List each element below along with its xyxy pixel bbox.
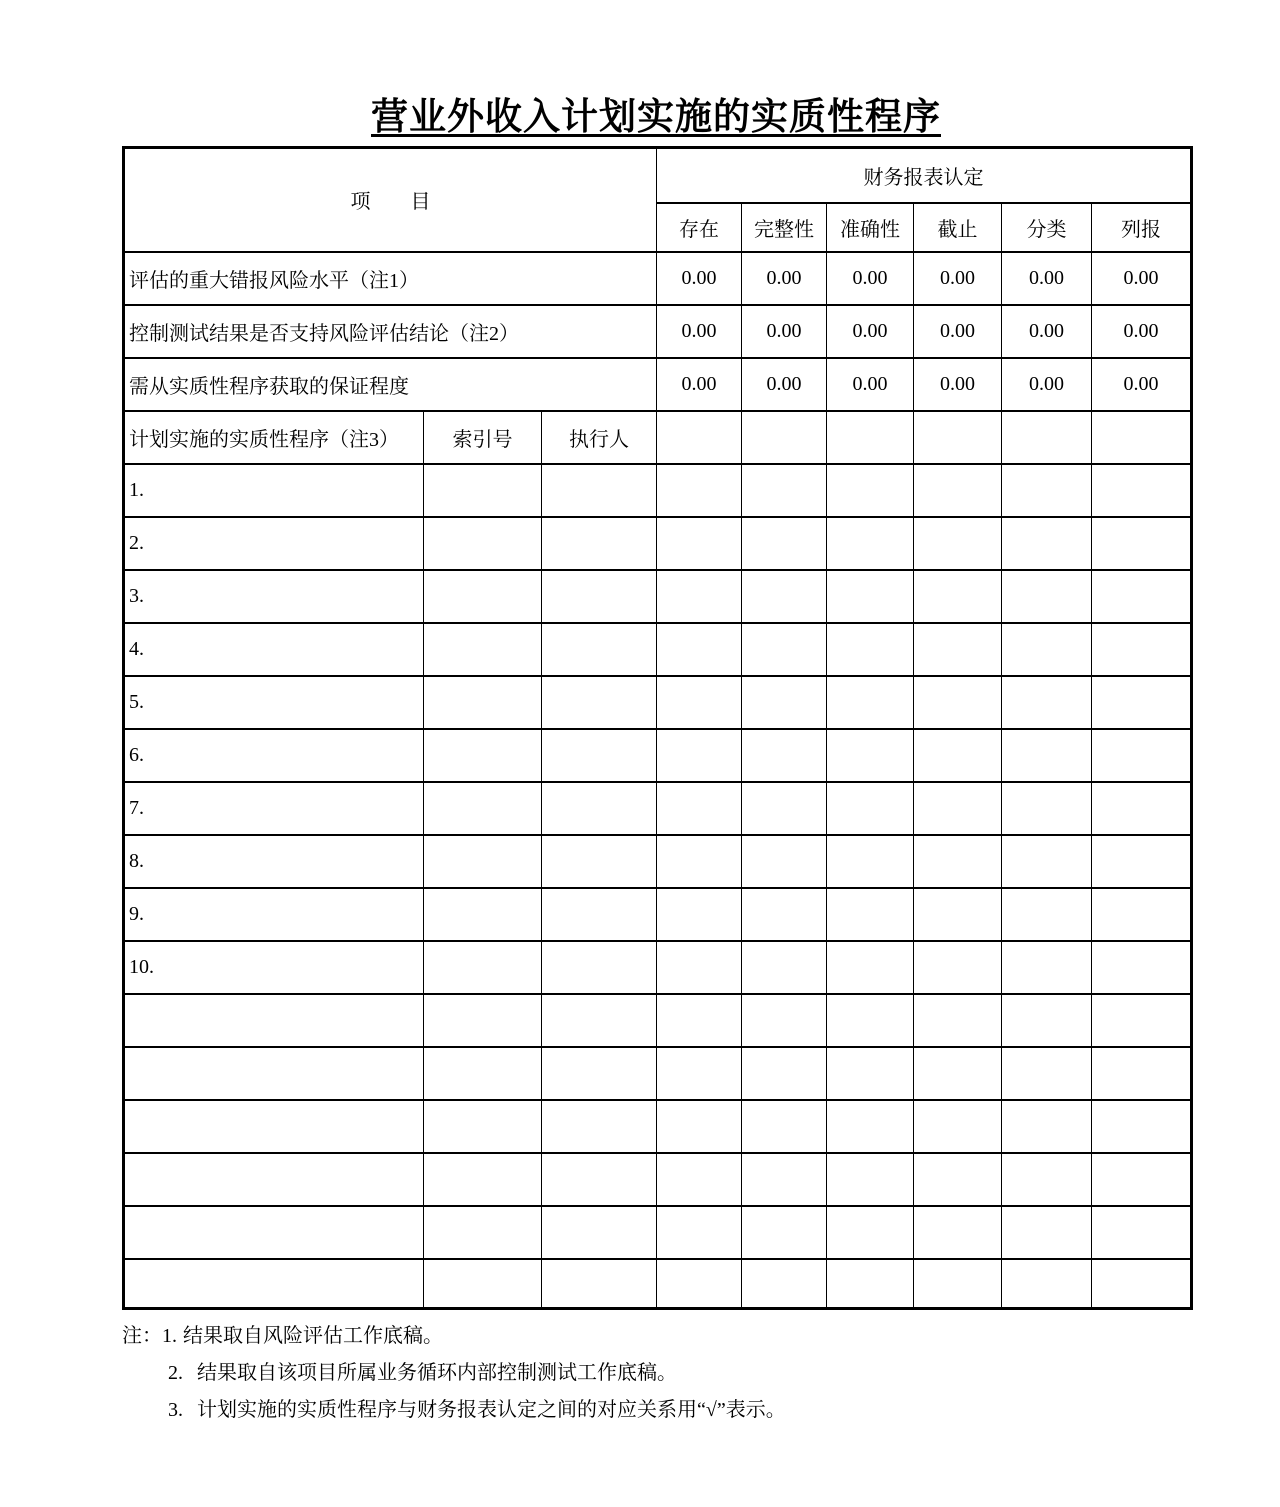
index-cell (424, 623, 542, 676)
header-row-1 (124, 148, 1192, 203)
assertion-mark-cell (1002, 782, 1092, 835)
footnote-1 (122, 1324, 1280, 1348)
assertion-mark-cell (742, 941, 827, 994)
empty-cell (827, 1153, 914, 1206)
summary-row-label: 需从实质性程序获取的保证程度 (124, 358, 657, 411)
index-cell (424, 464, 542, 517)
assertion-mark-cell (742, 570, 827, 623)
assertion-mark-cell (1092, 464, 1192, 517)
procedure-row-3 (124, 570, 1192, 623)
assertion-mark-cell (827, 570, 914, 623)
procedure-number-cell: 10. (124, 941, 424, 994)
executor-header: 执行人 (542, 411, 657, 464)
assertion-mark-cell (914, 570, 1002, 623)
empty-cell (827, 994, 914, 1047)
value-cell: 0.00 (1092, 358, 1192, 411)
empty-cell (914, 1206, 1002, 1259)
assertion-mark-cell (657, 676, 742, 729)
empty-cell (124, 994, 424, 1047)
assertion-mark-cell (914, 835, 1002, 888)
procedure-number-cell: 4. (124, 623, 424, 676)
empty-cell (914, 1047, 1002, 1100)
procedure-row-1 (124, 464, 1192, 517)
empty-cell (424, 994, 542, 1047)
footnote-text: 计划实施的实质性程序与财务报表认定之间的对应关系用“√”表示。 (197, 1399, 786, 1421)
empty-cell (914, 1100, 1002, 1153)
page-title-text: 营业外收入计划实施的实质性程序 (371, 97, 941, 138)
assertion-mark-cell (827, 623, 914, 676)
assertion-mark-cell (657, 729, 742, 782)
assertion-mark-cell (827, 835, 914, 888)
empty-row (124, 1206, 1192, 1259)
empty-cell (657, 1206, 742, 1259)
assertion-mark-cell (657, 888, 742, 941)
summary-row-assurance-level (124, 358, 1192, 411)
summary-row-label: 评估的重大错报风险水平（注1） (124, 252, 657, 305)
empty-cell (742, 1153, 827, 1206)
empty-cell (1092, 1153, 1192, 1206)
summary-row-label: 控制测试结果是否支持风险评估结论（注2） (124, 305, 657, 358)
empty-cell (827, 411, 914, 464)
empty-cell (742, 1047, 827, 1100)
empty-cell (657, 411, 742, 464)
assertion-mark-cell (827, 464, 914, 517)
procedure-number-cell: 7. (124, 782, 424, 835)
assertion-mark-cell (742, 782, 827, 835)
footnote-number: 1. (162, 1325, 177, 1347)
empty-cell (742, 411, 827, 464)
footnote-2 (168, 1361, 1280, 1385)
footnote-3 (168, 1398, 1280, 1422)
assertion-mark-cell (1092, 676, 1192, 729)
value-cell: 0.00 (1092, 252, 1192, 305)
column-header-existence: 存在 (657, 203, 742, 252)
procedure-number-cell: 5. (124, 676, 424, 729)
empty-cell (1092, 1206, 1192, 1259)
assertion-mark-cell (1092, 729, 1192, 782)
assertion-mark-cell (1002, 729, 1092, 782)
index-cell (424, 517, 542, 570)
empty-cell (542, 1153, 657, 1206)
executor-cell (542, 729, 657, 782)
procedure-row-5 (124, 676, 1192, 729)
index-cell (424, 570, 542, 623)
procedure-row-4 (124, 623, 1192, 676)
empty-cell (542, 994, 657, 1047)
executor-cell (542, 835, 657, 888)
assertion-mark-cell (1092, 570, 1192, 623)
empty-cell (827, 1100, 914, 1153)
assertion-mark-cell (1002, 941, 1092, 994)
assertion-mark-cell (914, 517, 1002, 570)
procedures-header-row (124, 411, 1192, 464)
assertion-mark-cell (914, 888, 1002, 941)
assertion-mark-cell (1092, 782, 1192, 835)
empty-cell (1002, 1047, 1092, 1100)
procedures-header-label: 计划实施的实质性程序（注3） (124, 411, 424, 464)
empty-cell (657, 994, 742, 1047)
assertion-mark-cell (914, 464, 1002, 517)
value-cell: 0.00 (742, 252, 827, 305)
procedure-row-7 (124, 782, 1192, 835)
index-number-header: 索引号 (424, 411, 542, 464)
assertion-mark-cell (1092, 941, 1192, 994)
empty-cell (914, 994, 1002, 1047)
empty-row (124, 1153, 1192, 1206)
assertion-mark-cell (827, 676, 914, 729)
empty-cell (1002, 1259, 1092, 1309)
assertion-mark-cell (742, 517, 827, 570)
notes-prefix: 注： (122, 1325, 162, 1347)
index-cell (424, 729, 542, 782)
assertion-mark-cell (914, 676, 1002, 729)
empty-cell (657, 1100, 742, 1153)
empty-cell (542, 1259, 657, 1309)
assertion-mark-cell (1092, 623, 1192, 676)
empty-cell (914, 411, 1002, 464)
empty-cell (542, 1047, 657, 1100)
value-cell: 0.00 (742, 358, 827, 411)
assertion-mark-cell (1002, 623, 1092, 676)
empty-row (124, 1100, 1192, 1153)
assertion-mark-cell (1002, 835, 1092, 888)
procedure-number-cell: 6. (124, 729, 424, 782)
empty-cell (542, 1206, 657, 1259)
empty-cell (1092, 411, 1192, 464)
value-cell: 0.00 (827, 358, 914, 411)
assertion-mark-cell (657, 782, 742, 835)
assertion-mark-cell (827, 782, 914, 835)
assertion-mark-cell (827, 729, 914, 782)
column-header-cutoff: 截止 (914, 203, 1002, 252)
assertion-mark-cell (1002, 464, 1092, 517)
summary-row-control-tests (124, 305, 1192, 358)
procedure-row-10 (124, 941, 1192, 994)
assertion-mark-cell (914, 623, 1002, 676)
value-cell: 0.00 (1002, 305, 1092, 358)
empty-cell (124, 1100, 424, 1153)
empty-cell (424, 1206, 542, 1259)
empty-cell (1092, 994, 1192, 1047)
procedure-row-9 (124, 888, 1192, 941)
empty-cell (827, 1047, 914, 1100)
executor-cell (542, 676, 657, 729)
empty-cell (1002, 994, 1092, 1047)
index-cell (424, 941, 542, 994)
assertion-mark-cell (1002, 888, 1092, 941)
empty-cell (424, 1047, 542, 1100)
empty-cell (1092, 1100, 1192, 1153)
empty-cell (542, 1100, 657, 1153)
index-cell (424, 782, 542, 835)
procedure-number-cell: 9. (124, 888, 424, 941)
assertion-mark-cell (657, 517, 742, 570)
empty-cell (827, 1206, 914, 1259)
value-cell: 0.00 (1002, 358, 1092, 411)
assertion-mark-cell (1002, 570, 1092, 623)
footnotes (122, 1324, 1280, 1422)
assertion-mark-cell (657, 835, 742, 888)
assertion-mark-cell (742, 888, 827, 941)
assertion-mark-cell (1092, 517, 1192, 570)
value-cell: 0.00 (742, 305, 827, 358)
empty-cell (124, 1206, 424, 1259)
empty-row (124, 1259, 1192, 1309)
procedure-number-cell: 8. (124, 835, 424, 888)
empty-cell (914, 1259, 1002, 1309)
value-cell: 0.00 (657, 252, 742, 305)
assertion-mark-cell (657, 570, 742, 623)
value-cell: 0.00 (914, 358, 1002, 411)
assertion-mark-cell (1092, 835, 1192, 888)
empty-cell (1002, 1100, 1092, 1153)
empty-cell (742, 1206, 827, 1259)
footnote-number: 2. (168, 1362, 183, 1384)
empty-cell (742, 994, 827, 1047)
footnote-number: 3. (168, 1399, 183, 1421)
assertion-mark-cell (742, 676, 827, 729)
empty-cell (742, 1100, 827, 1153)
item-header-cell: 项 目 (124, 148, 657, 252)
assertion-mark-cell (827, 888, 914, 941)
column-header-accuracy: 准确性 (827, 203, 914, 252)
assertion-mark-cell (914, 941, 1002, 994)
procedure-row-6 (124, 729, 1192, 782)
value-cell: 0.00 (827, 252, 914, 305)
value-cell: 0.00 (657, 358, 742, 411)
assertion-mark-cell (1002, 517, 1092, 570)
column-header-classification: 分类 (1002, 203, 1092, 252)
procedure-number-cell: 2. (124, 517, 424, 570)
index-cell (424, 676, 542, 729)
executor-cell (542, 517, 657, 570)
assertion-mark-cell (657, 941, 742, 994)
assertion-mark-cell (1002, 676, 1092, 729)
executor-cell (542, 623, 657, 676)
empty-cell (1002, 1206, 1092, 1259)
value-cell: 0.00 (827, 305, 914, 358)
value-cell: 0.00 (1092, 305, 1192, 358)
footnote-text: 结果取自风险评估工作底稿。 (183, 1325, 443, 1347)
empty-cell (424, 1100, 542, 1153)
empty-cell (657, 1259, 742, 1309)
assertion-mark-cell (657, 623, 742, 676)
page-title (122, 86, 1190, 140)
assertion-mark-cell (827, 517, 914, 570)
executor-cell (542, 464, 657, 517)
procedure-row-2 (124, 517, 1192, 570)
column-header-presentation: 列报 (1092, 203, 1192, 252)
assertion-mark-cell (914, 782, 1002, 835)
empty-row (124, 1047, 1192, 1100)
empty-cell (1002, 411, 1092, 464)
value-cell: 0.00 (914, 252, 1002, 305)
assertion-mark-cell (914, 729, 1002, 782)
assertion-mark-cell (742, 835, 827, 888)
executor-cell (542, 782, 657, 835)
assertions-header-cell: 财务报表认定 (657, 148, 1192, 203)
executor-cell (542, 570, 657, 623)
executor-cell (542, 888, 657, 941)
value-cell: 0.00 (1002, 252, 1092, 305)
assertion-mark-cell (742, 464, 827, 517)
procedure-number-cell: 3. (124, 570, 424, 623)
empty-cell (424, 1153, 542, 1206)
empty-cell (124, 1259, 424, 1309)
value-cell: 0.00 (657, 305, 742, 358)
empty-cell (657, 1153, 742, 1206)
executor-cell (542, 941, 657, 994)
summary-row-risk-level (124, 252, 1192, 305)
empty-cell (1092, 1259, 1192, 1309)
value-cell: 0.00 (914, 305, 1002, 358)
assertion-mark-cell (742, 729, 827, 782)
assertion-mark-cell (1092, 888, 1192, 941)
footnote-text: 结果取自该项目所属业务循环内部控制测试工作底稿。 (197, 1362, 677, 1384)
empty-cell (1002, 1153, 1092, 1206)
empty-row (124, 994, 1192, 1047)
procedure-row-8 (124, 835, 1192, 888)
empty-cell (657, 1047, 742, 1100)
empty-cell (914, 1153, 1002, 1206)
assertion-mark-cell (657, 464, 742, 517)
substantive-procedures-table (122, 146, 1193, 1310)
index-cell (424, 888, 542, 941)
assertion-mark-cell (827, 941, 914, 994)
empty-cell (124, 1047, 424, 1100)
column-header-completeness: 完整性 (742, 203, 827, 252)
procedure-number-cell: 1. (124, 464, 424, 517)
index-cell (424, 835, 542, 888)
empty-cell (827, 1259, 914, 1309)
assertion-mark-cell (742, 623, 827, 676)
empty-cell (124, 1153, 424, 1206)
empty-cell (424, 1259, 542, 1309)
empty-cell (742, 1259, 827, 1309)
empty-cell (1092, 1047, 1192, 1100)
